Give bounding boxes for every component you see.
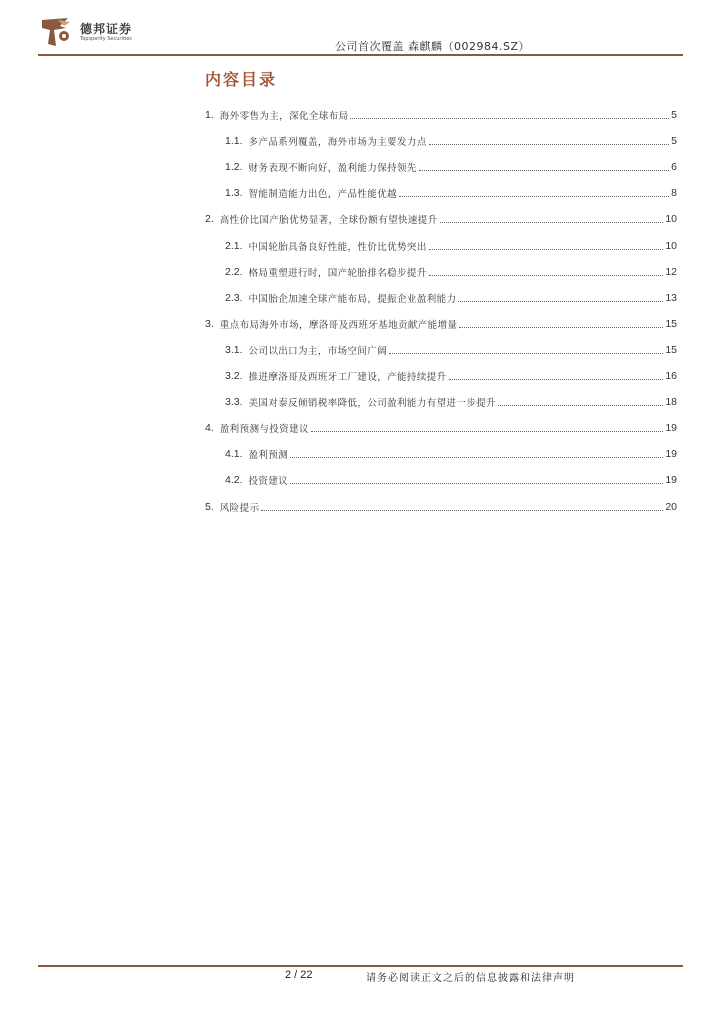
toc-entry-page: 10 bbox=[665, 239, 677, 252]
toc-entry-title: 盈利预测 bbox=[248, 450, 289, 462]
toc-leader-dots bbox=[459, 326, 663, 328]
toc-leader-dots bbox=[449, 378, 664, 380]
toc-entry-number: 1.3. bbox=[225, 187, 243, 200]
toc-entry-page: 19 bbox=[665, 448, 677, 461]
toc-entry-number: 3. bbox=[205, 317, 214, 330]
toc-entry[interactable] bbox=[205, 494, 677, 520]
toc-entry-title: 财务表现不断向好，盈利能力保持领先 bbox=[248, 163, 417, 175]
toc-entry[interactable] bbox=[225, 180, 677, 206]
toc-entry-page: 8 bbox=[671, 187, 677, 200]
toc-leader-dots bbox=[498, 404, 663, 406]
toc-entry-page: 12 bbox=[665, 265, 677, 278]
toc-entry-title: 投资建议 bbox=[248, 476, 289, 488]
toc-entry-number: 1.2. bbox=[225, 161, 243, 174]
toc-leader-dots bbox=[389, 352, 663, 354]
page-number: 2 / 22 bbox=[285, 969, 313, 981]
report-title: 公司首次覆盖 森麒麟（002984.SZ） bbox=[334, 40, 530, 53]
toc-entry[interactable] bbox=[225, 337, 677, 363]
toc-entry-title: 格局重塑进行时，国产轮胎排名稳步提升 bbox=[248, 267, 427, 279]
toc-entry-number: 4. bbox=[205, 422, 214, 435]
toc-entry-page: 13 bbox=[665, 291, 677, 304]
toc-leader-dots bbox=[440, 221, 664, 223]
toc-leader-dots bbox=[261, 509, 663, 511]
toc-leader-dots bbox=[419, 169, 669, 171]
toc-leader-dots bbox=[399, 195, 669, 197]
toc-entry[interactable] bbox=[205, 102, 677, 128]
toc-entry[interactable] bbox=[225, 233, 677, 259]
toc-entry[interactable] bbox=[225, 389, 677, 415]
toc-entry[interactable] bbox=[225, 259, 677, 285]
toc-entry-page: 15 bbox=[665, 343, 677, 356]
toc-entry-page: 10 bbox=[665, 213, 677, 226]
toc-entry[interactable] bbox=[225, 128, 677, 154]
toc-entry-page: 6 bbox=[671, 161, 677, 174]
toc-leader-dots bbox=[290, 456, 663, 458]
toc-entry-page: 20 bbox=[665, 500, 677, 513]
logo-icon bbox=[38, 14, 74, 50]
toc-entry-title: 智能制造能力出色，产品性能优越 bbox=[248, 189, 398, 201]
toc-entry-title: 推进摩洛哥及西班牙工厂建设，产能持续提升 bbox=[248, 372, 447, 383]
toc-entry-page: 18 bbox=[665, 396, 677, 409]
toc-entry-title: 公司以出口为主，市场空间广阔 bbox=[248, 345, 388, 357]
toc-leader-dots bbox=[429, 143, 669, 145]
page-header bbox=[0, 0, 724, 60]
toc-leader-dots bbox=[350, 117, 669, 119]
toc-entry-number: 1.1. bbox=[225, 135, 243, 148]
toc-entry-number: 1. bbox=[205, 109, 214, 121]
toc-title: 内容目录 bbox=[205, 70, 278, 89]
toc-entry-number: 3.3. bbox=[225, 396, 243, 409]
toc-entry-title: 美国对泰反倾销税率降低，公司盈利能力有望进一步提升 bbox=[248, 398, 497, 410]
toc-entry-page: 19 bbox=[665, 474, 677, 487]
toc-entry-number: 2.3. bbox=[225, 291, 243, 304]
toc-entry-number: 3.1. bbox=[225, 343, 243, 356]
toc-leader-dots bbox=[429, 274, 664, 276]
toc-entry-number: 4.1. bbox=[225, 448, 243, 461]
toc-entry-number: 3.2. bbox=[225, 370, 243, 382]
toc-leader-dots bbox=[429, 248, 664, 250]
toc-entry-number: 2.1. bbox=[225, 239, 243, 252]
toc-entry-page: 19 bbox=[665, 422, 677, 435]
toc-entry-title: 海外零售为主，深化全球布局 bbox=[219, 111, 349, 122]
toc-entry-title: 盈利预测与投资建议 bbox=[219, 424, 309, 436]
footer-divider bbox=[38, 965, 683, 967]
toc-entry-number: 2.2. bbox=[225, 265, 243, 278]
toc-entry[interactable] bbox=[225, 441, 677, 467]
toc-entry[interactable] bbox=[225, 363, 677, 389]
toc-entry-number: 2. bbox=[205, 213, 214, 226]
toc-entry[interactable] bbox=[205, 206, 677, 232]
toc-entry-page: 16 bbox=[665, 370, 677, 382]
toc-entry-page: 5 bbox=[671, 109, 677, 121]
disclaimer-note: 请务必阅读正文之后的信息披露和法律声明 bbox=[366, 973, 575, 984]
logo-name-cn: 德邦证券 bbox=[80, 22, 133, 36]
header-divider bbox=[38, 54, 683, 56]
toc-entry-title: 高性价比国产胎优势显著，全球份额有望快速提升 bbox=[219, 215, 438, 227]
toc-entry[interactable] bbox=[205, 415, 677, 441]
toc-entry-title: 风险提示 bbox=[219, 502, 260, 514]
toc-leader-dots bbox=[458, 300, 663, 302]
toc-entry-number: 4.2. bbox=[225, 474, 243, 487]
toc-entry-title: 重点布局海外市场，摩洛哥及西班牙基地贡献产能增量 bbox=[219, 319, 458, 331]
toc-leader-dots bbox=[311, 430, 663, 432]
toc-entry[interactable] bbox=[225, 285, 677, 311]
toc-entry-title: 中国胎企加速全球产能布局，提振企业盈利能力 bbox=[248, 293, 457, 305]
toc-leader-dots bbox=[290, 482, 663, 484]
toc-entry[interactable] bbox=[205, 311, 677, 337]
toc-entry-title: 多产品系列覆盖，海外市场为主要发力点 bbox=[248, 137, 427, 149]
toc-entry-title: 中国轮胎具备良好性能，性价比优势突出 bbox=[248, 241, 427, 253]
toc-entry[interactable] bbox=[225, 154, 677, 180]
company-logo bbox=[38, 14, 148, 50]
toc-entry-number: 5. bbox=[205, 500, 214, 513]
toc-entry-page: 5 bbox=[671, 135, 677, 148]
toc-entry-page: 15 bbox=[665, 317, 677, 330]
toc-entry[interactable] bbox=[225, 467, 677, 493]
logo-name-en: Topsperity Securities bbox=[80, 36, 132, 42]
